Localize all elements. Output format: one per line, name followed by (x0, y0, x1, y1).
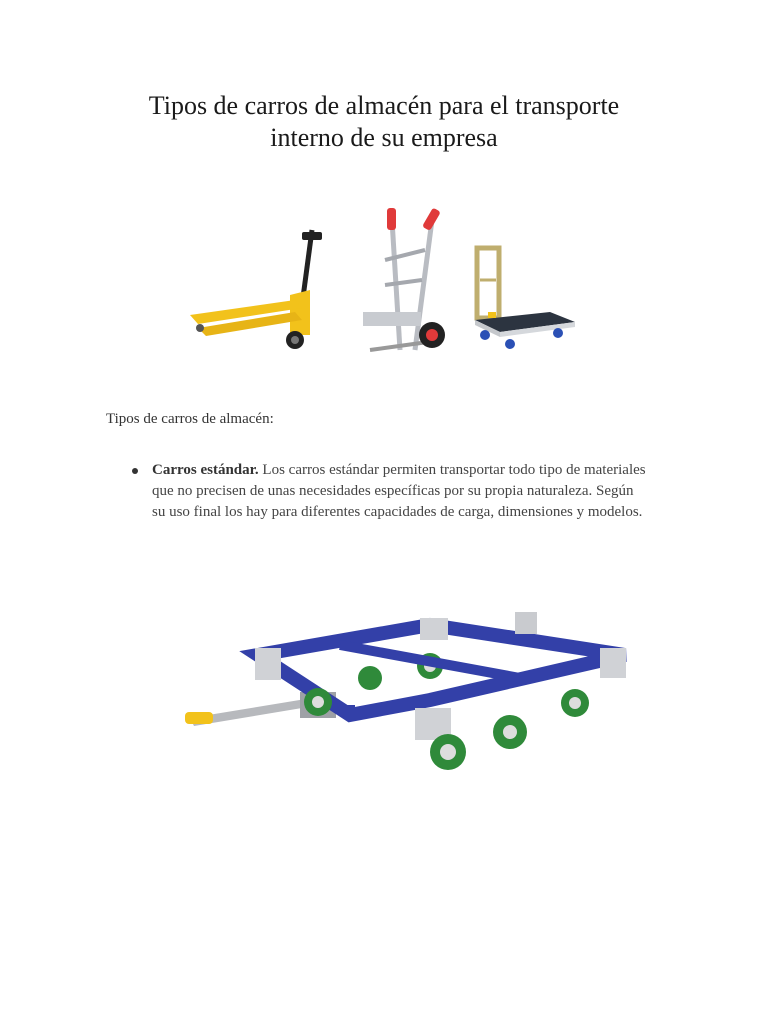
intro-text: Tipos de carros de almacén: (106, 411, 274, 427)
hand-truck-image (363, 207, 445, 350)
bullet-text: Los carros estándar permiten transportar todo tipo de materiales que no precisen de unas necesidades específicas por su propia naturaleza. Según su uso final los hay para diferentes capacidades de carga, dimensiones y modelos. (152, 462, 646, 520)
bullet-heading: Carros estándar. (152, 462, 259, 478)
page-title (84, 90, 684, 154)
tugger-cart-image (180, 600, 640, 790)
title-line-1: Tipos de carros de almacén para el transporte (148, 91, 620, 120)
list-item (130, 460, 650, 523)
platform-trolley-image (475, 248, 575, 349)
bullet-icon (132, 468, 138, 474)
carts-figure (180, 200, 590, 370)
title-line-2: interno de su empresa (270, 123, 498, 152)
pallet-jack-image (190, 230, 322, 349)
bullet-list (130, 460, 650, 523)
